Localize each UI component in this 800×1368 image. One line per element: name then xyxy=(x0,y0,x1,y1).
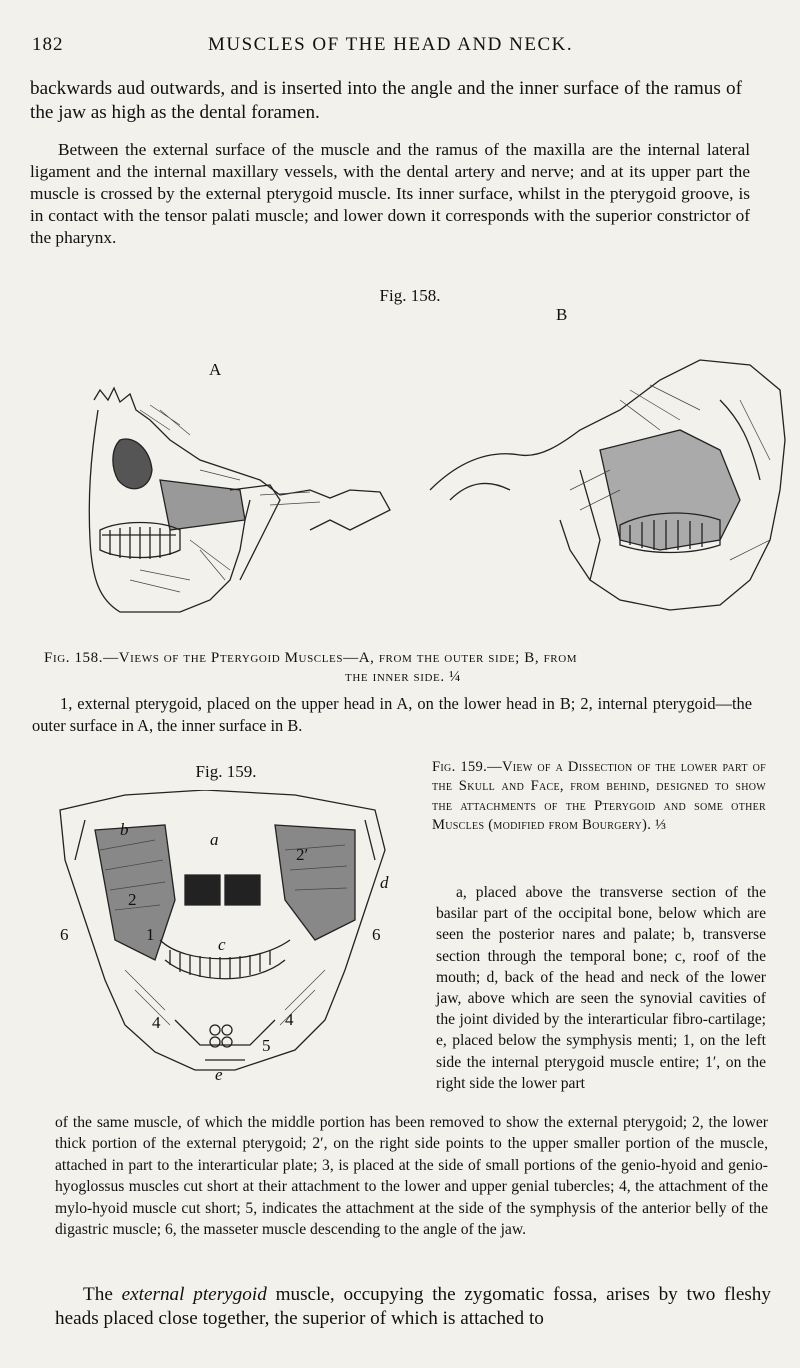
figure-159-label-1: 1 xyxy=(146,925,155,944)
figure-158-caption-line1: Fig. 158.—Views of the Pterygoid Muscles—A, from the outer side; B, from xyxy=(44,650,578,666)
jaw-posterior-view-illustration xyxy=(55,790,395,1075)
figure-159-legend-full: of the same muscle, of which the middle portion has been removed to show the external pterygoid; 2, the lower thick portion of the external pterygoid; 2′, on the right side points to the upper smaller portion of the muscle, attached in part to the interarticular plate; 3, is placed at the side of small portions of the genio-hyoid and genio-hyoglossus muscles cut short at their attachment to the lower and upper genial tubercles; 4, the attachment of the mylo-hyoid muscle cut short; 5, indicates the attachment at the side of the symphysis of the anterior belly of the digastric muscle; 6, the masseter muscle descending to the angle of the jaw. xyxy=(55,1114,768,1239)
figure-159-label-e: e xyxy=(215,1065,223,1084)
running-title: MUSCLES OF THE HEAD AND NECK. xyxy=(208,34,574,55)
figure-159-label: Fig. 159. xyxy=(195,762,257,781)
figure-158-view-a-label: A xyxy=(209,360,222,379)
figure-159-label-6-right: 6 xyxy=(372,925,381,944)
figure-159-label-d: d xyxy=(380,873,389,892)
page-header xyxy=(30,30,770,60)
figure-159-scale: ⅓ xyxy=(655,817,667,834)
page-number: 182 xyxy=(32,34,64,55)
paragraph-rest: muscle, occupying the zygomatic fossa, arises by two fleshy heads placed close together, the superior of which is attached to xyxy=(55,1284,771,1329)
figure-159-caption xyxy=(432,758,766,836)
paragraph-relations: Between the external surface of the muscle and the ramus of the maxilla are the internal lateral ligament and the internal maxillary vessels, with the dental artery and nerve; and at its upper part the muscle is crossed by the external pterygoid muscle. Its inner surface, whilst in the pterygoid groove, is in contact with the tensor palati muscle; and lower down it corresponds with the superior constrictor of the pharynx. xyxy=(30,140,750,247)
figure-159-label-6-left: 6 xyxy=(60,925,69,944)
figure-158-caption-text: the inner side. xyxy=(345,669,445,685)
figure-159-caption-text: Fig. 159.—View of a Dissection of the lower part of the Skull and Face, from behind, designed to show the attachments of the Pterygoid and some other Muscles (modified from Bourgery). xyxy=(432,759,766,834)
figure-158-scale: ¼ xyxy=(449,669,461,685)
figure-158-view-b-label: B xyxy=(556,305,568,324)
figure-159-label-2-prime: 2′ xyxy=(296,845,309,864)
figure-159-label-b: b xyxy=(120,820,129,839)
paragraph-continuation: backwards aud outwards, and is inserted into the angle and the inner surface of the ramus of the jaw as high as the dental foramen. xyxy=(30,78,742,123)
skull-inner-view-illustration xyxy=(420,340,790,620)
muscle-name-italic: external pterygoid xyxy=(121,1284,267,1305)
paragraph-external-pterygoid xyxy=(55,1283,771,1331)
figure-159-label-a: a xyxy=(210,830,219,849)
figure-159-label-4-left: 4 xyxy=(152,1013,161,1032)
paragraph-prefix: The xyxy=(83,1284,122,1305)
figure-158-legend: 1, external pterygoid, placed on the upper head in A, on the lower head in B; 2, internal pterygoid—the outer surface in A, the inner surface in B. xyxy=(32,694,752,735)
figure-159-label-c: c xyxy=(218,935,226,954)
figure-158-label: Fig. 158. xyxy=(379,286,441,305)
figure-159-legend-side: a, placed above the transverse section of the basilar part of the occipital bone, below which are seen the posterior nares and palate; b, transverse section through the temporal bone; c, roof of the mouth; d, back of the head and neck of the lower jaw, above which are seen the synovial cavities of the joint divided by the interarticular fibro-cartilage; e, placed below the symphysis menti; 1, on the left side the internal pterygoid muscle entire; 1′, on the right side the lower part xyxy=(436,884,766,1092)
figure-158-caption-line2 xyxy=(44,668,762,687)
skull-outer-view-illustration xyxy=(80,380,400,620)
figure-159-label-4-right: 4 xyxy=(285,1010,294,1029)
figure-159-label-5: 5 xyxy=(262,1036,271,1055)
figure-159-label-2: 2 xyxy=(128,890,137,909)
